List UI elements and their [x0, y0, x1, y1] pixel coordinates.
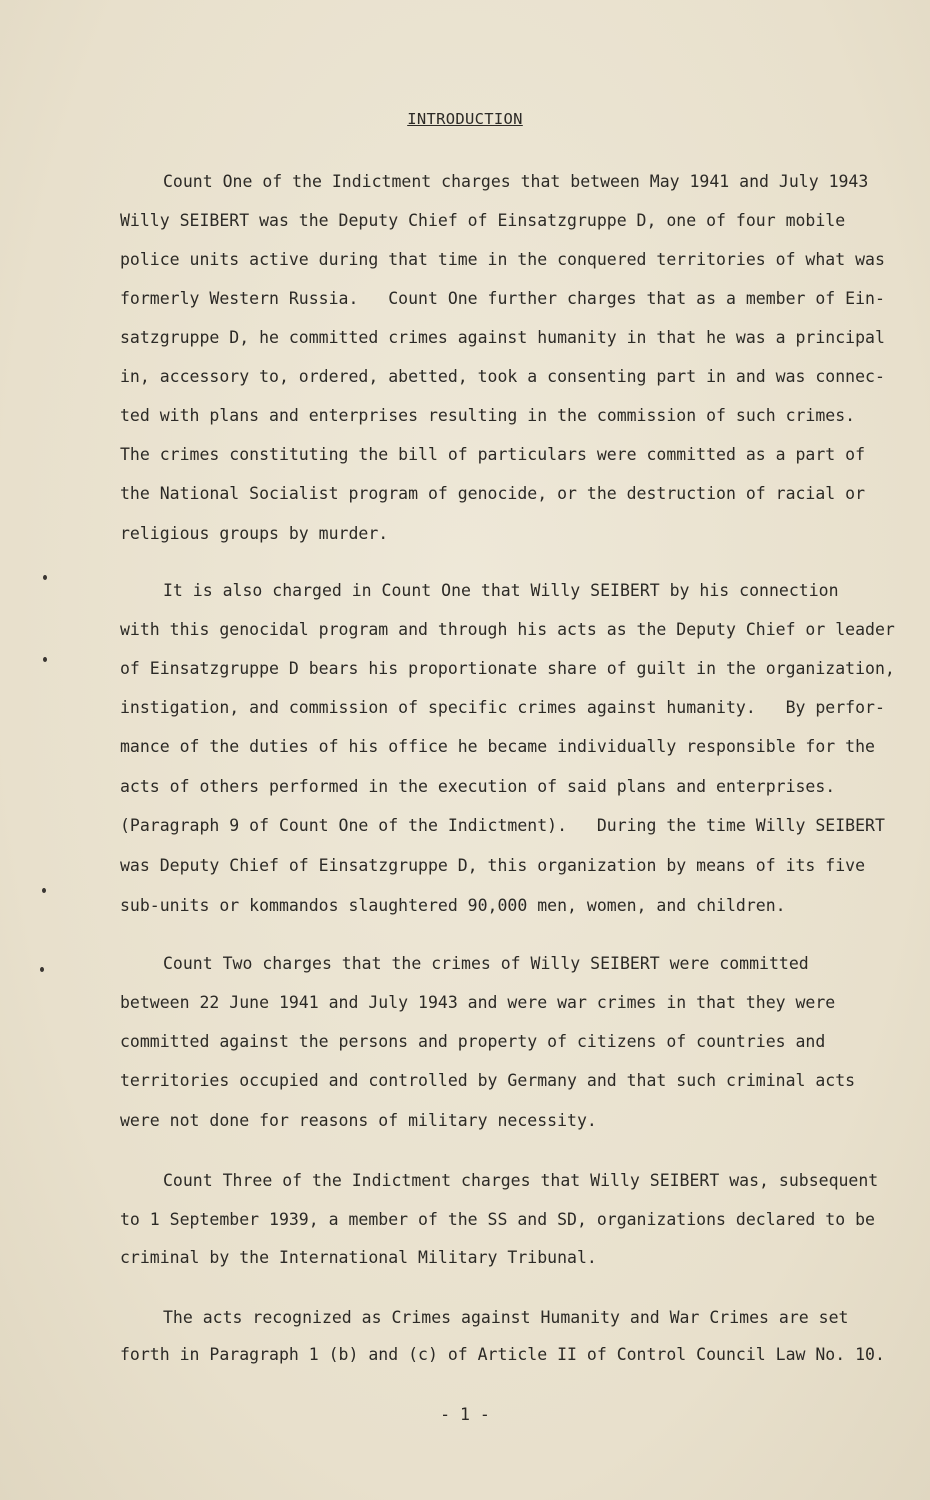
margin-mark	[43, 575, 47, 580]
page-number: - 1 -	[440, 1405, 490, 1424]
text-line: of Einsatzgruppe D bears his proportionate share of guilt in the organization,	[120, 659, 895, 678]
margin-mark	[40, 967, 44, 972]
text-line: instigation, and commission of specific crimes against humanity. By perfor-	[120, 698, 885, 717]
text-line: Count Two charges that the crimes of Willy SEIBERT were committed	[163, 954, 809, 973]
text-line: mance of the duties of his office he became individually responsible for the	[120, 737, 875, 756]
text-line: (Paragraph 9 of Count One of the Indictment). During the time Willy SEIBERT	[120, 816, 885, 835]
text-line: sub-units or kommandos slaughtered 90,000 men, women, and children.	[120, 896, 786, 915]
text-line: Willy SEIBERT was the Deputy Chief of Einsatzgruppe D, one of four mobile	[120, 211, 846, 230]
margin-mark	[42, 888, 46, 893]
text-line: criminal by the International Military Tribunal.	[120, 1248, 597, 1267]
text-line: with this genocidal program and through his acts as the Deputy Chief or leader	[120, 620, 895, 639]
text-line: satzgruppe D, he committed crimes against humanity in that he was a principal	[120, 328, 885, 347]
text-line: ted with plans and enterprises resulting in the commission of such crimes.	[120, 406, 856, 425]
text-line: in, accessory to, ordered, abetted, took a consenting part in and was connec-	[120, 367, 885, 386]
margin-mark	[43, 657, 47, 662]
text-line: formerly Western Russia. Count One further charges that as a member of Ein-	[120, 289, 885, 308]
text-line: between 22 June 1941 and July 1943 and were war crimes in that they were	[120, 993, 836, 1012]
text-line: to 1 September 1939, a member of the SS and SD, organizations declared to be	[120, 1210, 875, 1229]
text-line: forth in Paragraph 1 (b) and (c) of Article II of Control Council Law No. 10.	[120, 1345, 885, 1364]
text-line: territories occupied and controlled by Germany and that such criminal acts	[120, 1071, 856, 1090]
text-line: It is also charged in Count One that Willy SEIBERT by his connection	[163, 581, 839, 600]
text-line: police units active during that time in the conquered territories of what was	[120, 250, 885, 269]
text-line: committed against the persons and property of citizens of countries and	[120, 1032, 826, 1051]
text-line: Count Three of the Indictment charges that Willy SEIBERT was, subsequent	[163, 1171, 879, 1190]
text-line: the National Socialist program of genocide, or the destruction of racial or	[120, 484, 866, 503]
text-line: were not done for reasons of military necessity.	[120, 1111, 597, 1130]
document-title: INTRODUCTION	[407, 110, 523, 128]
text-line: was Deputy Chief of Einsatzgruppe D, this organization by means of its five	[120, 856, 866, 875]
text-line: acts of others performed in the execution of said plans and enterprises.	[120, 777, 836, 796]
text-line: The acts recognized as Crimes against Humanity and War Crimes are set	[163, 1308, 849, 1327]
text-line: religious groups by murder.	[120, 524, 389, 543]
text-line: The crimes constituting the bill of particulars were committed as a part of	[120, 445, 866, 464]
text-line: Count One of the Indictment charges that between May 1941 and July 1943	[163, 172, 869, 191]
